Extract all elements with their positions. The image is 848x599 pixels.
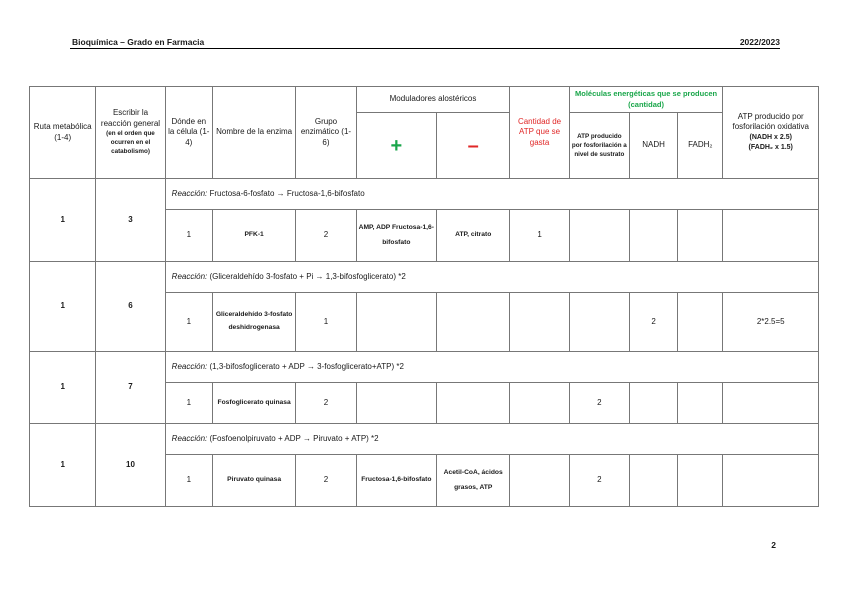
cell-reaccion — [165, 352, 818, 383]
header-escribir — [96, 87, 165, 179]
cell-atp-ox — [723, 455, 819, 507]
header-atp-ox-main: ATP producido por fosforilación oxidativa — [732, 111, 809, 132]
cell-grupo: 2 — [296, 455, 356, 507]
cell-nadh: 2 — [629, 293, 677, 352]
cell-grupo: 1 — [296, 293, 356, 352]
cell-escribir: 7 — [96, 352, 165, 424]
cell-mod-minus: ATP, citrato — [437, 210, 510, 262]
header-moleculas: Moléculas energéticas que se producen (cantidad) — [569, 87, 723, 113]
table-row — [30, 179, 819, 210]
cell-mod-minus: Acetil-CoA, ácidos grasos, ATP — [437, 455, 510, 507]
cell-fadh2 — [678, 455, 723, 507]
cell-reaccion — [165, 179, 818, 210]
cell-ruta: 1 — [30, 262, 96, 352]
cell-atp-sustrato — [569, 210, 629, 262]
header-ruta: Ruta metabólica (1-4) — [30, 87, 96, 179]
header-moduladores: Moduladores alostéricos — [356, 87, 510, 113]
cell-cantidad — [510, 293, 569, 352]
cell-atp-ox — [723, 210, 819, 262]
header-atp-ox-note2: (FADH₂ x 1.5) — [748, 143, 793, 151]
table-row — [30, 352, 819, 383]
header-donde: Dónde en la célula (1-4) — [165, 87, 212, 179]
cell-donde: 1 — [165, 210, 212, 262]
document-header-year: 2022/2023 — [739, 37, 780, 47]
cell-reaccion — [165, 262, 818, 293]
reaction-label: Reacción: — [171, 188, 208, 198]
header-plus-sign: + — [356, 113, 436, 179]
header-nombre: Nombre de la enzima — [212, 87, 295, 179]
cell-ruta: 1 — [30, 424, 96, 507]
cell-grupo: 2 — [296, 210, 356, 262]
header-atp-ox-note1: (NADH x 2.5) — [749, 133, 792, 141]
cell-mod-plus: AMP, ADP Fructosa-1,6-bifosfato — [356, 210, 436, 262]
cell-nadh — [629, 455, 677, 507]
cell-reaccion — [165, 424, 818, 455]
cell-mod-minus — [437, 293, 510, 352]
reaction-label: Reacción: — [171, 433, 208, 443]
header-fadh2: FADH₂ — [678, 113, 723, 179]
reaction-text: (1,3-bifosfoglicerato + ADP → 3-fosfoglicerato+ATP) *2 — [209, 361, 404, 371]
cell-nadh — [629, 383, 677, 424]
cell-atp-ox: 2*2.5=5 — [723, 293, 819, 352]
cell-cantidad — [510, 383, 569, 424]
cell-donde: 1 — [165, 455, 212, 507]
header-cantidad: Cantidad de ATP que se gasta — [510, 87, 569, 179]
cell-mod-plus — [356, 383, 436, 424]
cell-atp-ox — [723, 383, 819, 424]
header-grupo: Grupo enzimático (1-6) — [296, 87, 356, 179]
header-escribir-note: (en el orden que ocurren en el catabolismo) — [106, 130, 155, 156]
cell-nombre: Gliceraldehído 3-fosfato deshidrogenasa — [212, 293, 295, 352]
cell-atp-sustrato — [569, 293, 629, 352]
table-row — [30, 424, 819, 455]
reaction-text: (Gliceraldehído 3-fosfato + Pi → 1,3-bifosfoglicerato) *2 — [209, 271, 406, 281]
cell-cantidad: 1 — [510, 210, 569, 262]
cell-ruta: 1 — [30, 179, 96, 262]
cell-grupo: 2 — [296, 383, 356, 424]
document-header-title: Bioquímica – Grado en Farmacia — [72, 37, 205, 47]
page-number: 2 — [771, 540, 776, 550]
cell-escribir: 10 — [96, 424, 165, 507]
cell-escribir: 3 — [96, 179, 165, 262]
cell-mod-plus: Fructosa-1,6-bifosfato — [356, 455, 436, 507]
cell-nadh — [629, 210, 677, 262]
cell-nombre: Fosfoglicerato quinasa — [212, 383, 295, 424]
cell-escribir: 6 — [96, 262, 165, 352]
table-row — [30, 262, 819, 293]
reaction-text: Fructosa-6-fosfato → Fructosa-1,6-bifosfato — [209, 188, 365, 198]
cell-donde: 1 — [165, 383, 212, 424]
cell-ruta: 1 — [30, 352, 96, 424]
cell-fadh2 — [678, 210, 723, 262]
header-escribir-main: Escribir la reacción general — [100, 108, 161, 128]
metabolism-table — [29, 86, 819, 507]
reaction-text: (Fosfoenolpiruvato + ADP → Piruvato + ATP) *2 — [209, 433, 379, 443]
reaction-label: Reacción: — [171, 361, 208, 371]
cell-nombre: PFK-1 — [212, 210, 295, 262]
header-atp-oxidativa — [723, 87, 819, 179]
cell-donde: 1 — [165, 293, 212, 352]
header-rule — [70, 48, 780, 49]
cell-fadh2 — [678, 293, 723, 352]
header-atp-sustrato: ATP producido por fosforilación a nivel de sustrato — [569, 113, 629, 179]
cell-atp-sustrato: 2 — [569, 383, 629, 424]
cell-mod-minus — [437, 383, 510, 424]
cell-mod-plus — [356, 293, 436, 352]
header-minus-sign: – — [437, 113, 510, 179]
cell-cantidad — [510, 455, 569, 507]
cell-atp-sustrato: 2 — [569, 455, 629, 507]
reaction-label: Reacción: — [171, 271, 208, 281]
cell-fadh2 — [678, 383, 723, 424]
cell-nombre: Piruvato quinasa — [212, 455, 295, 507]
header-nadh: NADH — [629, 113, 677, 179]
